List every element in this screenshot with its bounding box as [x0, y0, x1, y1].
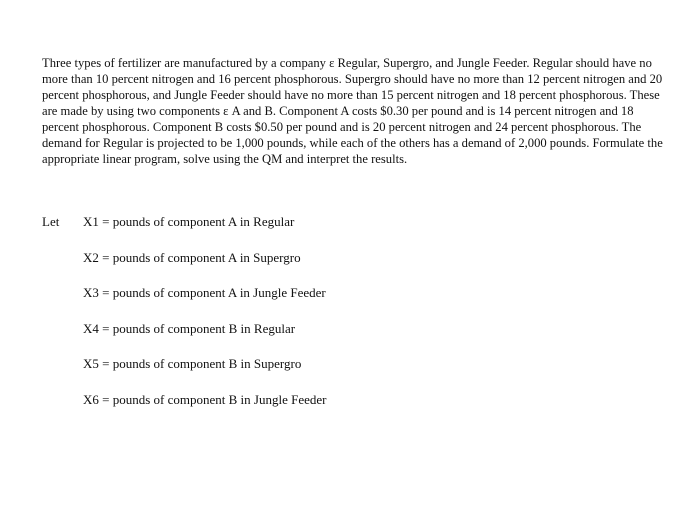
variable-definitions	[83, 214, 326, 427]
variable-definition-x4: X4 = pounds of component B in Regular	[83, 320, 296, 336]
problem-statement: Three types of fertilizer are manufactured by a company ε Regular, Supergro, and Jungle Feeder. Regular should have no more than 10 percent nitrogen and 16 percent phosphorous. Supergro should have no more than 12 percent nitrogen and 20 percent phosphorous, and Jungle Feeder should have no more than 15 percent nitrogen and 18 percent phosphorous. These are made by using two components ε A and B. Component A costs $0.30 per pound and is 14 percent nitrogen and 18 percent phosphorous. Component B costs $0.50 per pound and is 20 percent nitrogen and 24 percent phosphorous. The demand for Regular is projected to be 1,000 pounds, while each of the others has a demand of 2,000 pounds. Formulate the appropriate linear program, solve using the QM and interpret the results.	[42, 56, 663, 166]
variable-definition-x5: X5 = pounds of component B in Supergro	[83, 356, 302, 371]
variable-definition-x3: X3 = pounds of component A in Jungle Feeder	[83, 285, 326, 300]
let-label: Let	[42, 214, 60, 229]
variable-definition-x6: X6 = pounds of component B in Jungle Feeder	[83, 391, 327, 407]
variable-definition-x2: X2 = pounds of component A in Supergro	[83, 249, 301, 265]
variable-definition-x1: X1 = pounds of component A in Regular	[83, 214, 295, 229]
